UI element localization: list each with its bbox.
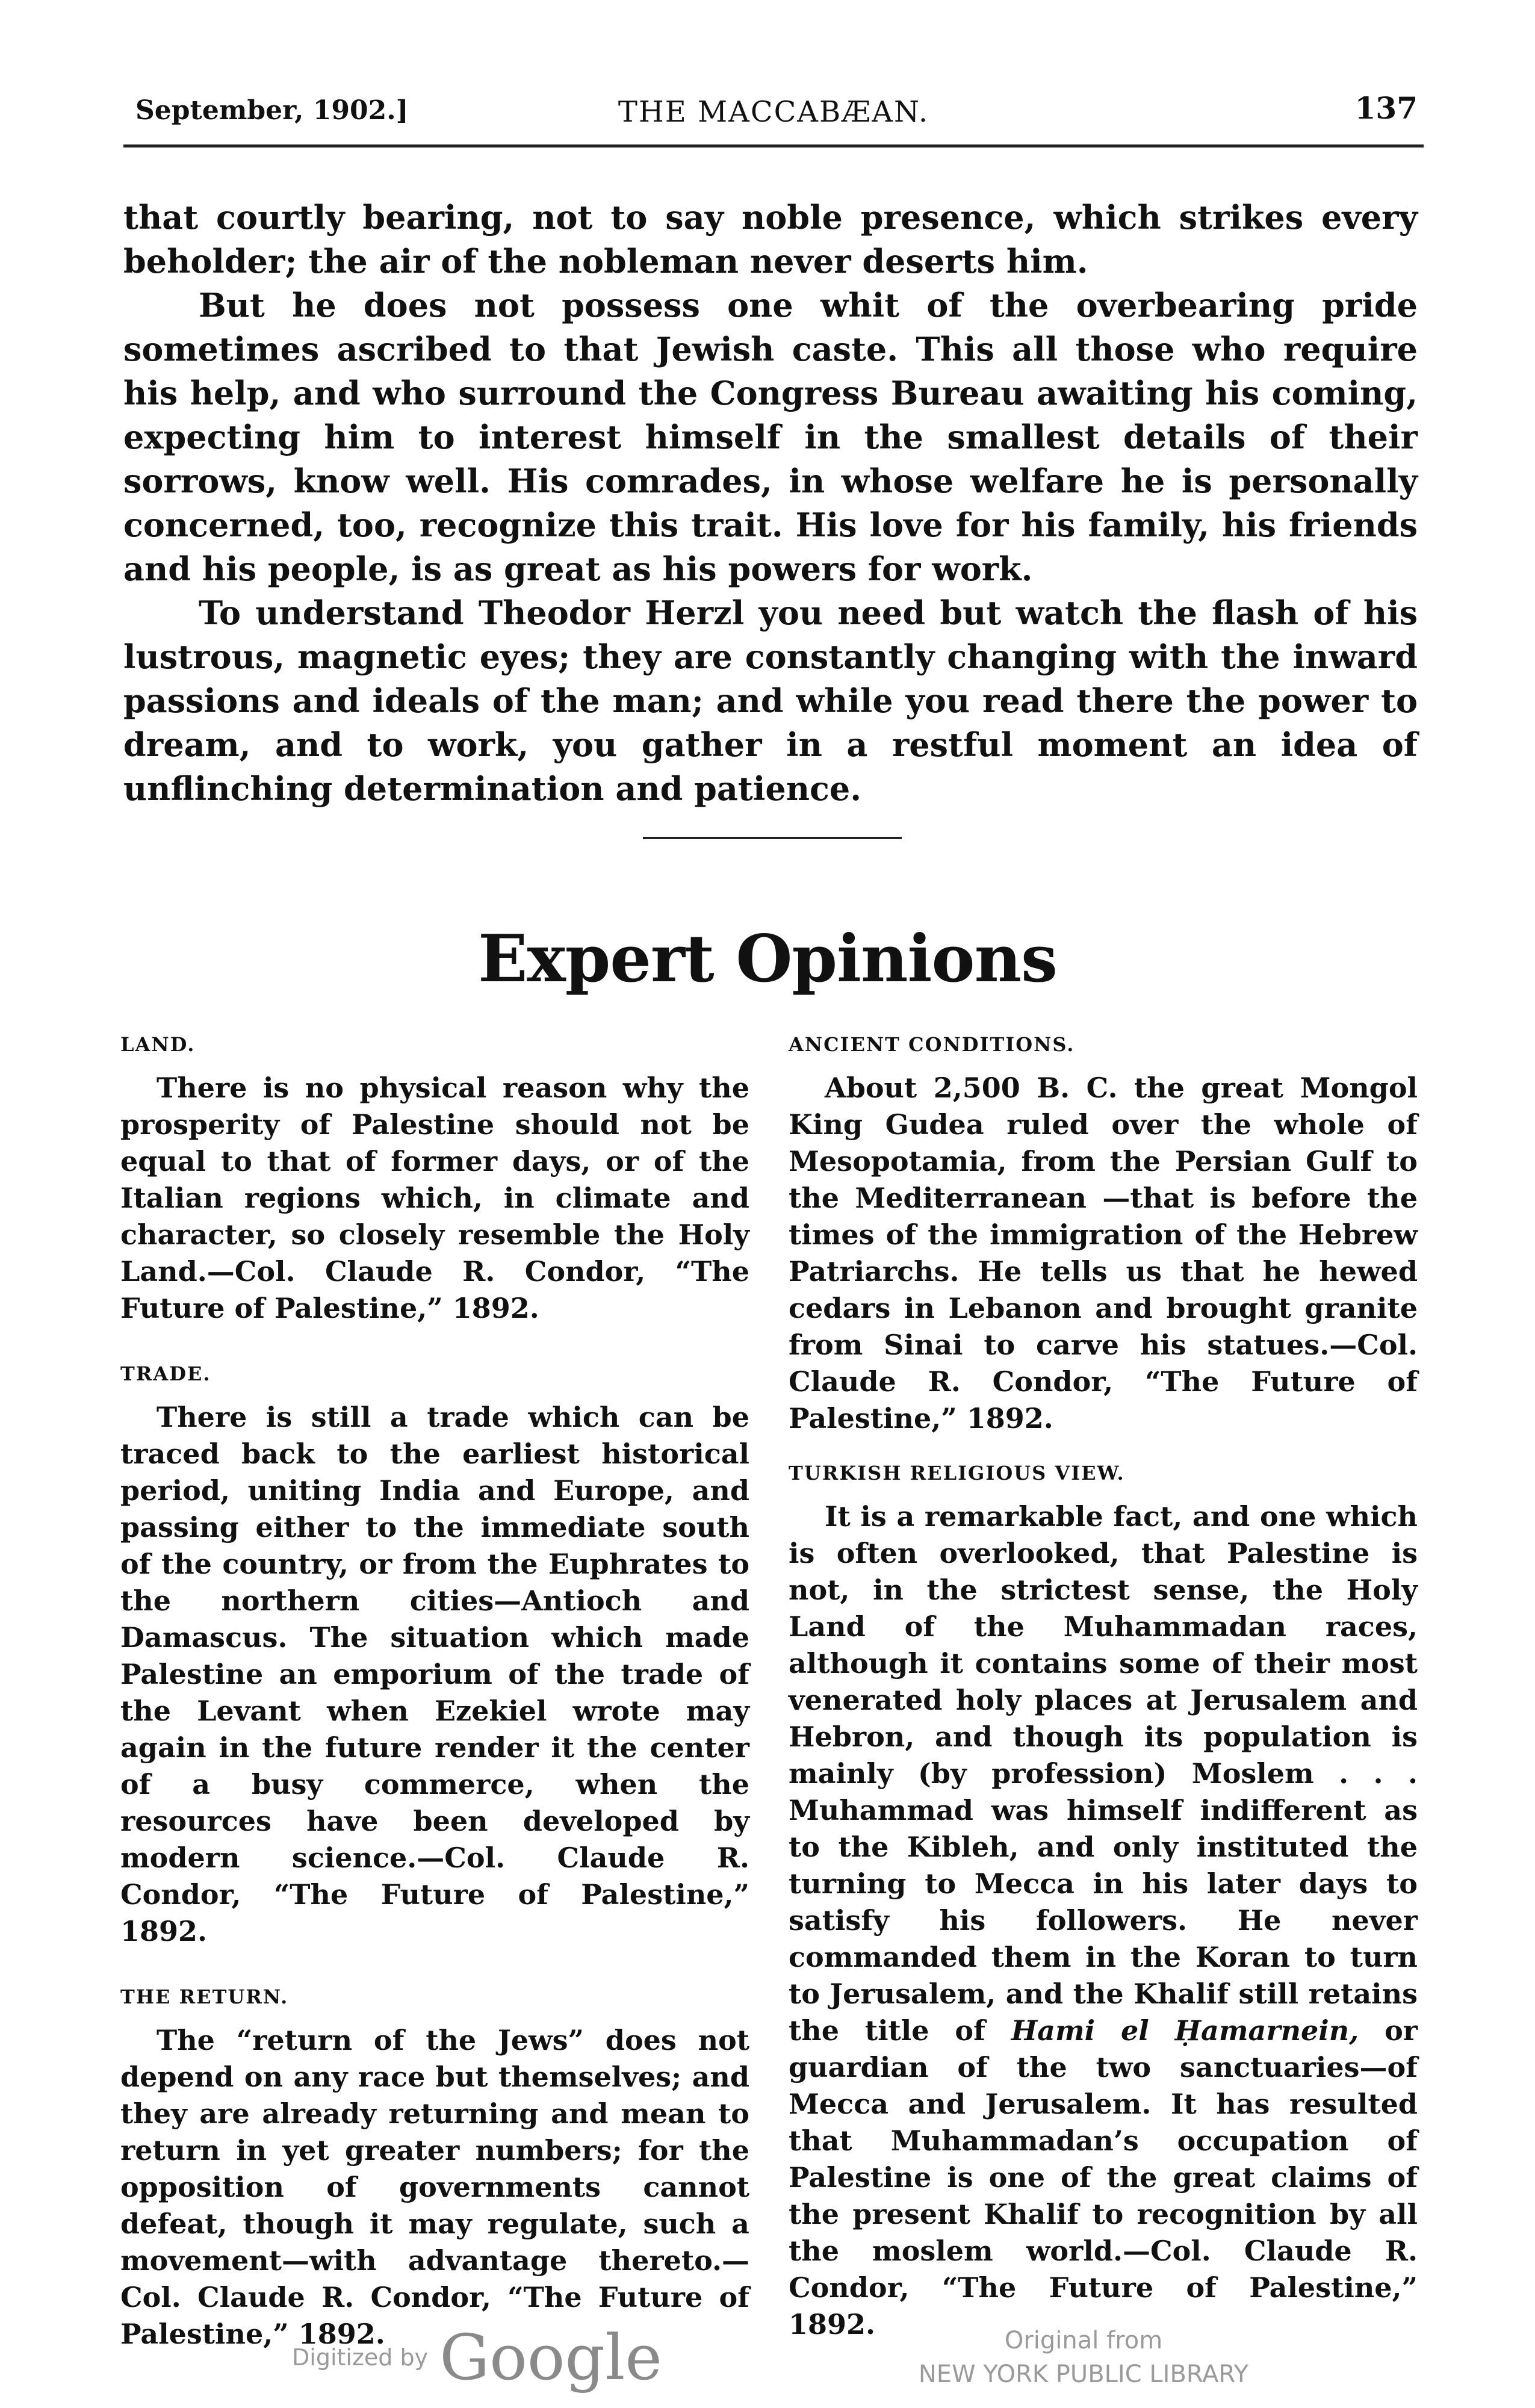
opinion-text: There is still a trade which can be traced back to the earliest historical period, uniting India and Europe, and passing either to the immediate south of the country, or from the Euphrates to the northern cities—Antioch and Damascus. The situation which made Palestine an emporium of the trade of the Levant when Ezekiel wrote may again in the future render it the center of a busy commerce, when the resources have been developed by modern science.—Col. Claude R. Condor, “The Future of Palestine,” 1892. [120,1401,749,1947]
opinion-text-part: It is a remarkable fact, and one which is often overlooked, that Palestine is not, in the strictest sense, the Holy Land of the Muhammadan races, although it contains some of their most venerated holy places at Jerusalem and Hebron, and though its population is mainly (by profession) Moslem . . . Muhammad was himself indifferent as to the Kibleh, and only instituted the turning to Mecca in his later days to satisfy his followers. He never commanded them in the Koran to turn to Jerusalem, and the Khalif still retains the title of [789,1500,1418,2047]
right-column [789,1032,1418,2378]
title-italic: Hami el Ḥamarnein, [1011,2014,1359,2047]
opinion-heading: TURKISH RELIGIOUS VIEW. [789,1462,1125,1485]
section-divider [643,837,902,839]
running-header [123,84,1424,147]
opinion-text-part: or guardian of the two sanctuaries—of Mecca and Jerusalem. It has resulted that Muhammadan’s occupation of Palestine is one of the great claims of the present Khalif to recognition by all the moslem world.—Col. Claude R. Condor, “The Future of Palestine,” 1892. [789,2014,1418,2341]
intro-paragraph-2: But he does not possess one whit of the overbearing pride sometimes ascribed to that Jewish caste. This all those who require his help, and who surround the Congress Bureau awaiting his coming, expecting him to interest himself in the smallest details of their sorrows, know well. His comrades, in whose welfare he is personally concerned, too, recognize this trait. His love for his family, his friends and his people, is as great as his powers for work. [123,286,1418,588]
original-from-label: Original from [1004,2327,1163,2354]
digitized-by-mark [292,2321,662,2394]
opinion-text: There is no physical reason why the prosperity of Palestine should not be equal to that of former days, or of the Italian regions which, in climate and character, so closely resemble the Holy Land.—Col. Claude R. Condor, “The Future of Palestine,” 1892. [120,1072,749,1324]
page-number: 137 [1354,90,1418,126]
opinion-trade [120,1362,749,1950]
original-source-mark [891,2324,1276,2391]
opinion-land [120,1032,749,1327]
opinion-heading: LAND. [120,1033,196,1056]
left-column [120,1032,749,2388]
opinion-text [789,1498,1418,2343]
library-name: NEW YORK PUBLIC LIBRARY [918,2360,1249,2388]
digitized-label: Digitized by [292,2344,429,2371]
opinion-text: About 2,500 B. C. the great Mongol King Gudea ruled over the whole of Mesopotamia, from the Persian Gulf to the Mediterranean —that is before the times of the immigration of the Hebrew Patriarchs. He tells us that he hewed cedars in Lebanon and brought granite from Sinai to carve his statues.—Col. Claude R. Condor, “The Future of Palestine,” 1892. [789,1072,1418,1435]
opinion-text: The “return of the Jews” does not depend on any race but themselves; and they are already returning and mean to return in yet greater numbers; for the opposition of governments cannot defeat, though it may regulate, such a movement—with advantage thereto.—Col. Claude R. Condor, “The Future of Palestine,” 1892. [120,2024,749,2350]
opinion-heading: TRADE. [120,1362,211,1385]
opinion-heading: ANCIENT CONDITIONS. [789,1033,1075,1056]
article-continuation [123,196,1418,811]
opinion-heading: THE RETURN. [120,1985,289,2008]
section-title: Expert Opinions [478,921,1057,997]
google-logo: Google [439,2321,662,2394]
intro-paragraph-3: To understand Theodor Herzl you need but watch the flash of his lustrous, magnetic eyes; they are constantly changing with the inward passions and ideals of the man; and while you read there the power to dream, and to work, you gather in a restful moment an idea of unflinching determination and patience. [123,594,1418,808]
intro-paragraph-1: that courtly bearing, not to say noble presence, which strikes every beholder; the air of the nobleman never deserts him. [123,198,1418,281]
header-date: September, 1902.] [135,95,409,126]
opinion-ancient-conditions [789,1032,1418,1437]
opinion-turkish-religious-view [789,1461,1418,2343]
header-journal-title: THE MACCABÆAN. [618,95,929,129]
opinion-the-return [120,1985,749,2353]
